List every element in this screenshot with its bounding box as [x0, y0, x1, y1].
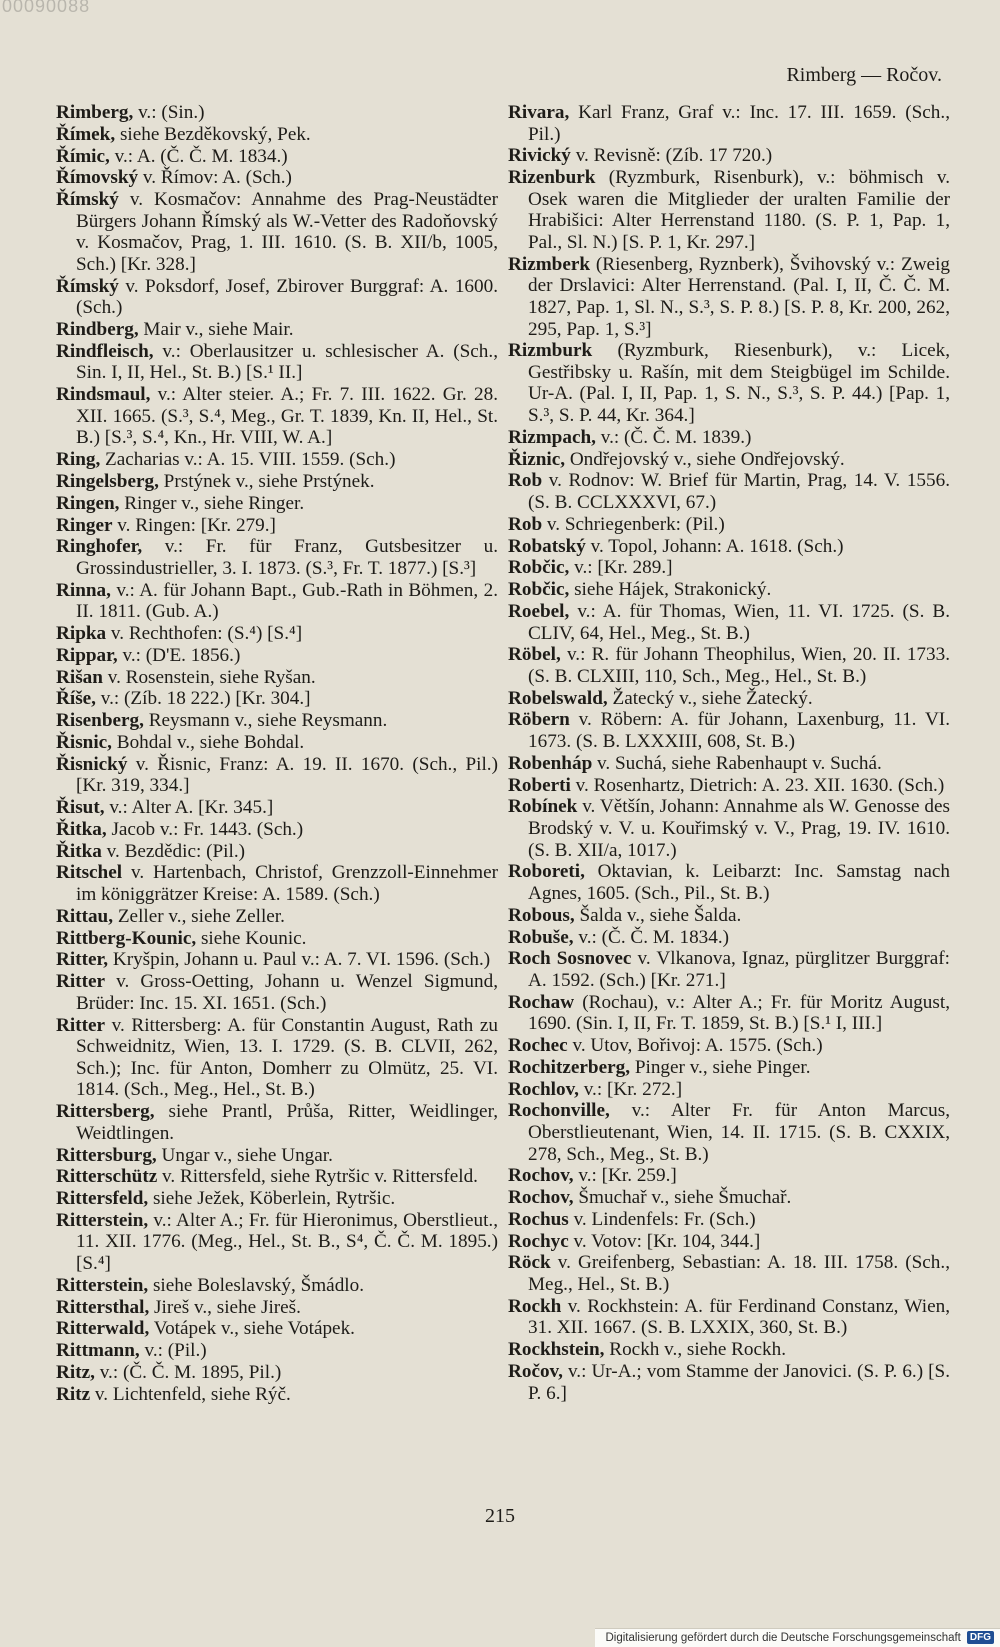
entry-text: v.: Fr. für Franz, Gutsbesitzer u. Grossindustrieller, 3. I. 1873. (S.³, Fr. T. 1877.) [S.³] [76, 536, 498, 579]
footer-text: Digitalisierung gefördert durch die Deutsche Forschungsgemeinschaft [605, 1631, 961, 1644]
dictionary-entry [508, 709, 950, 752]
dictionary-entry [508, 753, 950, 775]
entry-headword: Rob [508, 513, 543, 535]
entry-text: v.: (Č. Č. M. 1895, Pil.) [99, 1361, 282, 1383]
entry-headword: Ročov, [508, 1361, 563, 1382]
dictionary-entry [56, 667, 498, 689]
dictionary-entry [56, 515, 498, 537]
entry-headword: Robuše, [508, 926, 574, 948]
entry-headword: Rinna, [56, 579, 111, 601]
entry-headword: Rochus [508, 1208, 569, 1230]
dictionary-entry [56, 189, 498, 275]
entry-headword: Rob [508, 470, 543, 492]
entry-text: (Riesenberg, Ryznberk), Švihovský v.: Zweig der Drslavici: Alter Herrenstand. (Pal. I, II, Č. Č. M. 1827, Pap. 1, Sl. N., S.³, S. P. 8.) [S. P. 8, Kr. 200, 262, 295, Pap. 1, S.³] [528, 253, 951, 340]
dictionary-entry [56, 797, 498, 819]
dictionary-entry [56, 949, 498, 971]
entry-text: Šalda v., siehe Šalda. [579, 904, 742, 926]
dictionary-entry [56, 449, 498, 471]
dictionary-entry [56, 1145, 498, 1167]
dictionary-entry [508, 1252, 950, 1295]
entry-headword: Říše, [56, 688, 96, 710]
footer [595, 1628, 1000, 1647]
dictionary-entry [56, 276, 498, 319]
dictionary-entry [56, 1297, 498, 1319]
dictionary-entry [508, 514, 950, 536]
entry-text: v. Suchá, siehe Rabenhaupt v. Suchá. [597, 752, 882, 774]
dictionary-entry [508, 948, 950, 991]
entry-text: v. Greifenberg, Sebastian: A. 18. III. 1758. (Sch., Meg., Hel., St. B.) [528, 1252, 950, 1296]
entry-text: v.: A. für Johann Bapt., Gub.-Rath in Böhmen, 2. II. 1811. (Gub. A.) [76, 579, 498, 623]
entry-text: v. Revisně: (Zíb. 17 720.) [575, 145, 773, 167]
entry-headword: Rochaw [508, 991, 575, 1013]
entry-text: Jireš v., siehe Jireš. [154, 1296, 301, 1318]
entry-text: v. Rockhstein: A. für Ferdinand Constanz, Wien, 31. XII. 1667. (S. B. LXXIX, 360, St. B.) [528, 1295, 951, 1339]
entry-text: Mair v., siehe Mair. [143, 319, 294, 341]
entry-text: v. Rechthofen: (S.⁴) [S.⁴] [110, 623, 303, 645]
dictionary-entry [508, 688, 950, 710]
entry-headword: Robatský [508, 535, 586, 557]
dictionary-entry [508, 644, 950, 687]
running-head: Rimberg — Ročov. [786, 64, 942, 86]
dictionary-entry [508, 905, 950, 927]
entry-text: v.: Alter A.; Fr. für Hieronimus, Oberstlieut., 11. XII. 1776. (Meg., Hel., St. B., S⁴, Č. Č. M. 1895.) [S.⁴] [76, 1209, 498, 1275]
entry-text: v. Röbern: A. für Johann, Laxenburg, 11. VI. 1673. (S. B. LXXXIII, 608, St. B.) [528, 709, 950, 753]
entry-headword: Ritz [56, 1383, 91, 1405]
dictionary-entry [508, 1339, 950, 1361]
entry-text: v.: [Kr. 289.] [574, 557, 673, 579]
entry-headword: Rizmburk [508, 340, 593, 362]
entry-headword: Ringhofer, [56, 536, 143, 558]
entry-text: v.: [Kr. 259.] [578, 1165, 677, 1187]
dictionary-entry [56, 906, 498, 928]
entry-headword: Rochlov, [508, 1078, 579, 1100]
entry-headword: Ritter [56, 971, 105, 993]
dictionary-entry [508, 796, 950, 861]
entry-headword: Římic, [56, 145, 110, 167]
entry-text: v.: Alter steier. A.; Fr. 7. III. 1622. Gr. 28. XII. 1665. (S.³, S.⁴, Meg., Gr. T. 1839, Kn. II, Hel., St. B.) [S.³, S.⁴, Kn., Hr. VIII, W. A.] [76, 384, 498, 449]
entry-headword: Robínek [508, 796, 578, 818]
entry-text: Šmuchař v., siehe Šmuchař. [578, 1187, 792, 1209]
right-column [508, 102, 950, 1404]
entry-text: Oktavian, k. Leibarzt: Inc. Samstag nach Agnes, 1605. (Sch., Pil., St. B.) [528, 861, 951, 904]
entry-headword: Rittersfeld, [56, 1188, 149, 1210]
entry-headword: Rochec [508, 1035, 568, 1057]
entry-headword: Roch Sosnovec [508, 948, 632, 970]
entry-headword: Rivický [508, 145, 571, 167]
entry-headword: Ring, [56, 449, 101, 471]
entry-headword: Rittmann, [56, 1340, 140, 1362]
entry-text: Karl Franz, Graf v.: Inc. 17. III. 1659. (Sch., Pil.) [528, 102, 950, 145]
entry-text: Bohdal v., siehe Bohdal. [116, 731, 305, 753]
dictionary-entry [508, 167, 950, 253]
entry-text: siehe Bezděkovský, Pek. [119, 123, 311, 145]
dictionary-entry [56, 493, 498, 515]
dictionary-entry [508, 557, 950, 579]
dictionary-entry [508, 340, 950, 426]
entry-headword: Rochitzerberg, [508, 1056, 631, 1078]
entry-headword: Rizmberk [508, 253, 591, 275]
entry-headword: Římek, [56, 123, 116, 145]
entry-headword: Římovský [56, 167, 139, 189]
entry-headword: Röbel, [508, 644, 561, 666]
entry-text: v. Vlkanova, Ignaz, pürglitzer Burggraf: A. 1592. (Sch.) [Kr. 271.] [528, 948, 950, 991]
dictionary-entry [56, 1015, 498, 1101]
entry-text: Jacob v.: Fr. 1443. (Sch.) [111, 818, 304, 840]
entry-text: v.: A. (Č. Č. M. 1834.) [114, 145, 288, 167]
entry-text: Ondřejovský v., siehe Ondřejovský. [569, 448, 845, 470]
entry-headword: Robčic, [508, 557, 570, 579]
dictionary-entry [56, 819, 498, 841]
dictionary-entry [508, 1231, 950, 1253]
entry-text: v. Lindenfels: Fr. (Sch.) [573, 1208, 756, 1230]
entry-text: v.: A. für Thomas, Wien, 11. VI. 1725. (S. B. CLIV, 64, Hel., Meg., St. B.) [528, 600, 950, 644]
entry-headword: Ritterstein, [56, 1209, 149, 1231]
dictionary-entry [56, 319, 498, 341]
entry-text: siehe Hájek, Strakonický. [574, 579, 772, 601]
entry-headword: Ritz, [56, 1361, 95, 1383]
entry-text: v. Rosenstein, siehe Ryšan. [107, 666, 316, 688]
entry-headword: Ringelsberg, [56, 470, 159, 492]
entry-text: Votápek v., siehe Votápek. [153, 1318, 355, 1340]
entry-headword: Ritter [56, 1014, 105, 1036]
entry-text: v. Rosenhartz, Dietrich: A. 23. XII. 1630. (Sch.) [575, 774, 945, 796]
entry-text: v. Rittersberg: A. für Constantin August, Rath zu Schweidnitz, Wien, 13. I. 1729. (S. B. CLVII, 262, Sch.); Inc. für Anton, Domherr zu Olmütz, 25. VI. 1814. (Sch., Meg., Hel., St. B.) [76, 1014, 498, 1101]
dictionary-entry [56, 146, 498, 168]
dictionary-entry [56, 536, 498, 579]
dictionary-entry [56, 862, 498, 905]
entry-headword: Ringen, [56, 492, 120, 514]
dictionary-entry [508, 775, 950, 797]
entry-text: Prstýnek v., siehe Prstýnek. [163, 470, 375, 492]
dictionary-entry [56, 754, 498, 797]
entry-headword: Ritschel [56, 862, 123, 884]
entry-text: v. Poksdorf, Josef, Zbirover Burggraf: A. 1600. (Sch.) [76, 275, 498, 319]
dictionary-entry [508, 1361, 950, 1404]
entry-headword: Rittersthal, [56, 1296, 150, 1318]
entry-headword: Risenberg, [56, 710, 144, 732]
entry-text: siehe Kounic. [200, 927, 307, 949]
entry-text: Pinger v., siehe Pinger. [634, 1056, 811, 1078]
entry-text: v. Schriegenberk: (Pil.) [546, 513, 725, 535]
dictionary-entry [508, 427, 950, 449]
entry-text: v. Bezdědic: (Pil.) [106, 840, 245, 862]
entry-headword: Rindsmaul, [56, 384, 151, 406]
entry-text: v.: Alter Fr. für Anton Marcus, Oberstlieutenant, Wien, 14. II. 1715. (S. B. CXXIX, 278, Sch., Meg., St. B.) [528, 1100, 951, 1165]
entry-text: Ringer v., siehe Ringer. [124, 492, 305, 514]
entry-headword: Robčic, [508, 579, 570, 601]
dictionary-entry [56, 1340, 498, 1362]
entry-text: v. Římov: A. (Sch.) [142, 167, 292, 189]
entry-text: v. Rodnov: W. Brief für Martin, Prag, 14. V. 1556. (S. B. CCLXXXVI, 67.) [528, 470, 951, 513]
entry-headword: Rittersburg, [56, 1144, 157, 1166]
entry-headword: Rišan [56, 666, 103, 688]
entry-headword: Ritterstein, [56, 1274, 149, 1296]
dictionary-entry [56, 1101, 498, 1144]
page-number: 215 [485, 1505, 515, 1527]
entry-text: v. Topol, Johann: A. 1618. (Sch.) [590, 535, 844, 557]
dictionary-entry [508, 1296, 950, 1339]
entry-text: Zacharias v.: A. 15. VIII. 1559. (Sch.) [105, 449, 396, 471]
dictionary-entry [508, 1079, 950, 1101]
dictionary-entry [508, 861, 950, 904]
entry-text: v.: Ur-A.; vom Stamme der Janovici. (S. P. 6.) [S. P. 6.] [528, 1361, 950, 1404]
entry-text: (Ryzmburk, Risenburk), v.: böhmisch v. Osek waren die Mitglieder der uralten Familie der Hrabišici: Alter Herrenstand 1180. (S. P. 1, Pap. 1, Pal., Sl. N.) [S. P. 1, Kr. 297.] [528, 167, 951, 253]
dictionary-entry [508, 1209, 950, 1231]
dictionary-entry [56, 623, 498, 645]
scan-id: 00090088 [2, 0, 91, 16]
dictionary-entry [56, 732, 498, 754]
dictionary-entry [508, 1057, 950, 1079]
dictionary-entry [508, 1165, 950, 1187]
dictionary-entry [508, 992, 950, 1035]
entry-text: Rockh v., siehe Rockh. [609, 1339, 787, 1361]
entry-text: v. Kosmačov: Annahme des Prag-Neustädter Bürgers Johann Římský als W.-Vetter des Radoňovský v. Kosmačov, Prag, 1. III. 1610. (S. B. XII/b, 1005, Sch.) [Kr. 328.] [76, 189, 498, 275]
entry-headword: Röbern [508, 709, 570, 731]
entry-headword: Římský [56, 189, 119, 211]
dictionary-entry [56, 841, 498, 863]
entry-headword: Roberti [508, 774, 571, 796]
entry-text: v. Hartenbach, Christof, Grenzzoll-Einnehmer im königgrätzer Kreise: A. 1589. (Sch.) [76, 862, 498, 906]
entry-headword: Řisnic, [56, 731, 112, 753]
dictionary-entry [56, 1318, 498, 1340]
dictionary-entry [508, 1100, 950, 1165]
dictionary-entry [56, 384, 498, 449]
entry-headword: Řisut, [56, 797, 105, 819]
dictionary-entry [56, 971, 498, 1014]
dictionary-entry [508, 927, 950, 949]
entry-headword: Robenháp [508, 752, 593, 774]
entry-text: v. Gross-Oetting, Johann u. Wenzel Sigmund, Brüder: Inc. 15. XI. 1651. (Sch.) [76, 971, 498, 1014]
entry-text: (Ryzmburk, Riesenburk), v.: Licek, Gestřibsky u. Rašín, mit dem Steigbügel im Schilde. Ur-A. (Pal. I, II, Pap. 1, S. N., S.³, S. P. 44.) [Pap. 1, S.³, S. P. 44, Kr. 364.] [528, 340, 951, 427]
dictionary-entry [56, 1188, 498, 1210]
entry-text: Reysmann v., siehe Reysmann. [148, 710, 388, 732]
dictionary-entry [508, 579, 950, 601]
entry-text: v. Ringen: [Kr. 279.] [117, 514, 276, 536]
entry-text: v.: R. für Johann Theophilus, Wien, 20. II. 1733. (S. B. CLXIII, 110, Sch., Meg., Hel., St. B.) [528, 644, 950, 687]
entry-headword: Robelswald, [508, 687, 608, 709]
entry-text: (Rochau), v.: Alter A.; Fr. für Moritz August, 1690. (Sin. I, II, Fr. T. 1859, St. B.) [S.¹ I, III.] [528, 991, 950, 1035]
dictionary-entry [56, 1275, 498, 1297]
dictionary-entry [56, 645, 498, 667]
entry-text: v. Většín, Johann: Annahme als W. Genosse des Brodský v. V. u. Kouřimský v. V., Prag, 19. IV. 1610. (S. B. XII/a, 1017.) [528, 796, 950, 861]
entry-headword: Rochyc [508, 1230, 569, 1252]
dictionary-entry [508, 145, 950, 167]
dictionary-entry [56, 1362, 498, 1384]
dictionary-entry [56, 471, 498, 493]
entry-text: Ungar v., siehe Ungar. [161, 1144, 333, 1166]
entry-text: v.: (D'E. 1856.) [122, 644, 241, 666]
entry-text: v.: (Pil.) [144, 1340, 207, 1362]
entry-text: v.: (Č. Č. M. 1834.) [578, 926, 730, 948]
entry-text: v. Řisnic, Franz: A. 19. II. 1670. (Sch., Pil.) [Kr. 319, 334.] [76, 753, 498, 797]
dictionary-entry [56, 167, 498, 189]
dictionary-entry [56, 124, 498, 146]
entry-headword: Rockh [508, 1295, 562, 1317]
entry-headword: Rizmpach, [508, 426, 596, 448]
dictionary-entry [56, 102, 498, 124]
dictionary-entry [508, 449, 950, 471]
entry-headword: Řitka, [56, 818, 107, 840]
entry-text: v. Utov, Bořivoj: A. 1575. (Sch.) [572, 1035, 823, 1057]
dictionary-entry [508, 601, 950, 644]
dictionary-entry [56, 1210, 498, 1275]
dictionary-entry [56, 580, 498, 623]
entry-headword: Řitka [56, 840, 102, 862]
entry-text: Žatecký v., siehe Žatecký. [612, 687, 813, 709]
entry-headword: Rittberg-Kounic, [56, 927, 197, 949]
dictionary-entry [56, 341, 498, 384]
entry-headword: Ritterschütz [56, 1166, 158, 1188]
entry-text: v. Rittersfeld, siehe Rytršic v. Rittersfeld. [162, 1166, 478, 1188]
dictionary-entry [508, 254, 950, 340]
entry-headword: Röck [508, 1252, 551, 1274]
entry-text: siehe Boleslavský, Šmádlo. [152, 1274, 365, 1296]
entry-text: v.: Oberlausitzer u. schlesischer A. (Sch., Sin. I, II, Hel., St. B.) [S.¹ II.] [76, 340, 498, 384]
entry-text: v.: [Kr. 272.] [583, 1078, 683, 1100]
entry-headword: Rochov, [508, 1165, 574, 1187]
entry-headword: Rochov, [508, 1187, 574, 1209]
dictionary-entry [56, 688, 498, 710]
dictionary-entry [56, 928, 498, 950]
entry-headword: Roboreti, [508, 861, 585, 883]
entry-text: v.: (Sin.) [138, 102, 205, 123]
dfg-logo-icon: DFG [967, 1631, 994, 1644]
entry-headword: Římský [56, 275, 119, 297]
entry-headword: Ripka [56, 623, 107, 645]
entry-text: Kryšpin, Johann u. Paul v.: A. 7. VI. 1596. (Sch.) [112, 949, 491, 971]
entry-headword: Rochonville, [508, 1100, 610, 1122]
entry-headword: Rivara, [508, 102, 570, 123]
dictionary-entry [508, 536, 950, 558]
entry-headword: Rimberg, [56, 102, 134, 123]
dictionary-entry [56, 1166, 498, 1188]
entry-headword: Rindfleisch, [56, 340, 154, 362]
entry-headword: Robous, [508, 904, 575, 926]
entry-headword: Řisnický [56, 753, 128, 775]
dictionary-entry [508, 1035, 950, 1057]
entry-text: v.: (Č. Č. M. 1839.) [600, 426, 752, 448]
entry-text: siehe Ježek, Köberlein, Rytršic. [152, 1188, 396, 1210]
entry-headword: Rippar, [56, 644, 118, 666]
dictionary-entry [56, 1384, 498, 1406]
entry-headword: Ringer [56, 514, 113, 536]
entry-headword: Rindberg, [56, 319, 139, 341]
left-column [56, 102, 498, 1406]
entry-headword: Rittersberg, [56, 1101, 155, 1123]
dictionary-entry [508, 470, 950, 513]
entry-headword: Roebel, [508, 600, 570, 622]
entry-headword: Rockhstein, [508, 1339, 605, 1361]
entry-text: v.: Alter A. [Kr. 345.] [109, 797, 274, 819]
entry-text: v. Votov: [Kr. 104, 344.] [573, 1230, 761, 1252]
dictionary-entry [508, 1187, 950, 1209]
entry-headword: Ritter, [56, 949, 109, 971]
entry-text: Zeller v., siehe Zeller. [117, 905, 285, 927]
entry-headword: Řiznic, [508, 448, 566, 470]
entry-headword: Ritterwald, [56, 1318, 150, 1340]
entry-text: v.: (Zíb. 18 222.) [Kr. 304.] [100, 688, 311, 710]
entry-text: v. Lichtenfeld, siehe Rýč. [94, 1383, 291, 1405]
entry-text: siehe Prantl, Průša, Ritter, Weidlinger, Weidtlingen. [76, 1101, 498, 1144]
entry-headword: Rittau, [56, 905, 114, 927]
entry-headword: Rizenburk [508, 167, 596, 189]
dictionary-entry [508, 102, 950, 145]
dictionary-entry [56, 710, 498, 732]
